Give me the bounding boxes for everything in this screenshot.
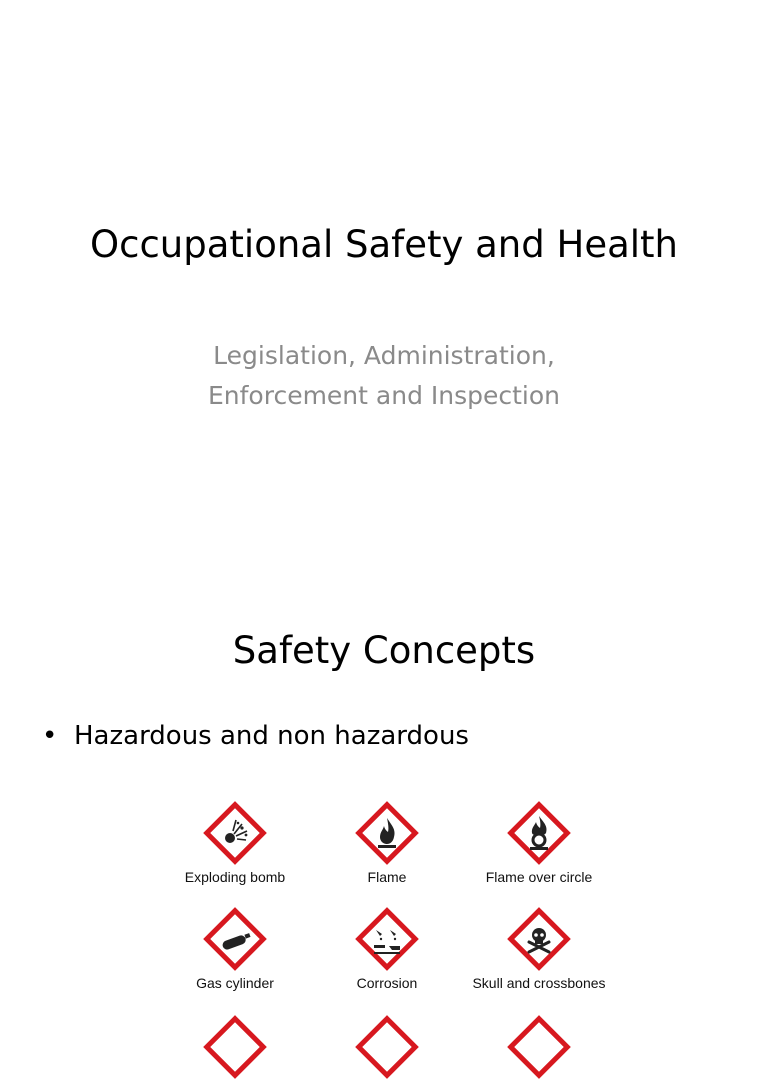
- pictogram-exploding-bomb: [150, 798, 320, 886]
- flame-icon: [352, 798, 422, 868]
- pictogram-label: Gas cylinder: [196, 975, 274, 991]
- pictogram-flame-over-circle: [454, 798, 624, 886]
- subtitle-line: Legislation, Administration,: [213, 341, 555, 370]
- bullet-text: Hazardous and non hazardous: [74, 721, 469, 751]
- pictogram-gas-cylinder: [150, 904, 320, 992]
- hazard-diamond-icon: [200, 1012, 270, 1082]
- corrosion-icon: [352, 904, 422, 974]
- flame-over-circle-icon: [504, 798, 574, 868]
- pictogram-label: Exploding bomb: [184, 869, 286, 885]
- pictogram-skull-and-crossbones: [454, 904, 624, 992]
- gas-cylinder-icon: [200, 904, 270, 974]
- content-slide: [0, 576, 768, 1024]
- skull-and-crossbones-icon: [504, 904, 574, 974]
- pictogram-flame: [302, 798, 472, 886]
- hazard-diamond-icon: [504, 1012, 574, 1082]
- ghs-pictogram-grid: [0, 798, 768, 1024]
- pictogram-partial: [150, 1012, 320, 1082]
- pictogram-label: Flame over circle: [485, 869, 593, 885]
- bullet-item: [42, 718, 469, 754]
- slide-title: Occupational Safety and Health: [90, 223, 678, 266]
- slide-subtitle: [0, 336, 768, 416]
- pictogram-label: Skull and crossbones: [472, 975, 606, 991]
- exploding-bomb-icon: [200, 798, 270, 868]
- slide-title: Safety Concepts: [232, 629, 536, 672]
- pictogram-partial: [454, 1012, 624, 1082]
- subtitle-line: Enforcement and Inspection: [207, 381, 561, 410]
- pictogram-corrosion: [302, 904, 472, 992]
- pictogram-partial: [302, 1012, 472, 1082]
- bullet-icon: •: [42, 721, 58, 751]
- hazard-diamond-icon: [352, 1012, 422, 1082]
- pictogram-label: Corrosion: [356, 975, 418, 991]
- pictogram-label: Flame: [367, 869, 407, 885]
